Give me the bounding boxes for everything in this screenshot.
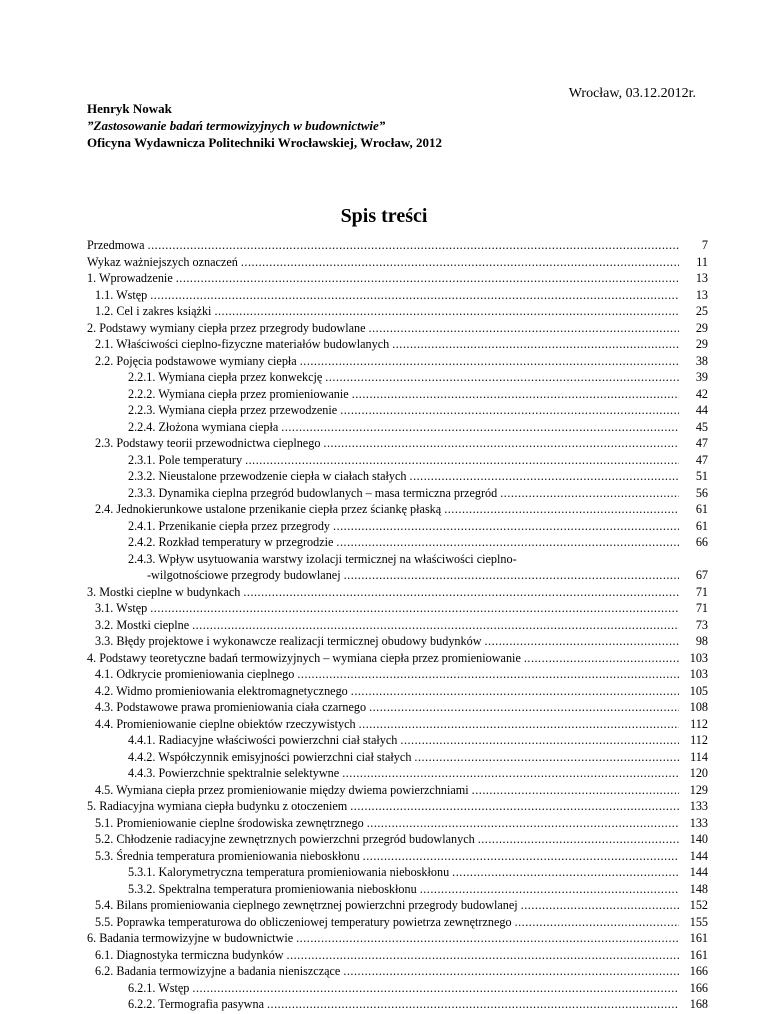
toc-entry-title: 6. Badania termowizyjne w budownictwie bbox=[87, 931, 294, 945]
toc-entry-page: 71 bbox=[695, 584, 708, 599]
toc-entry-title: 2.1. Właściwości cieplno-fizyczne materiałów budowlanych bbox=[95, 337, 390, 351]
toc-entry-title: 5. Radiacyjna wymiana ciepła budynku z otoczeniem bbox=[87, 799, 348, 813]
toc-entry-page: 108 bbox=[689, 700, 708, 714]
toc-entry bbox=[87, 370, 708, 387]
toc-entry-page: 39 bbox=[695, 370, 708, 384]
toc-entry bbox=[87, 634, 708, 651]
toc-leader-dots bbox=[296, 931, 679, 946]
toc-entry bbox=[87, 354, 708, 371]
toc-entry bbox=[87, 321, 708, 338]
toc-leader-dots bbox=[367, 816, 679, 831]
toc-entry-title: 4.1. Odkrycie promieniowania cieplnego bbox=[95, 667, 295, 681]
toc-entry-page: 38 bbox=[695, 353, 708, 368]
toc-entry-title: 2.2.1. Wymiana ciepła przez konwekcję bbox=[128, 370, 323, 384]
toc-leader-dots bbox=[351, 684, 679, 699]
toc-entry-page: 47 bbox=[695, 452, 708, 467]
toc-leader-dots bbox=[352, 387, 679, 402]
toc-entry-page: 140 bbox=[689, 832, 708, 846]
toc-entry-page: 103 bbox=[689, 650, 708, 665]
toc-entry-page: 29 bbox=[695, 337, 708, 351]
toc-leader-dots bbox=[192, 981, 679, 996]
toc-leader-dots bbox=[150, 288, 679, 303]
bibliographic-header bbox=[87, 100, 442, 151]
toc-leader-dots bbox=[192, 618, 679, 633]
toc-entry bbox=[87, 420, 708, 437]
toc-entry bbox=[87, 271, 708, 288]
toc-heading: Spis treści bbox=[340, 205, 428, 227]
toc-leader-dots bbox=[325, 370, 679, 385]
toc-entry-title: 2.2.4. Złożona wymiana ciepła bbox=[128, 419, 279, 434]
toc-entry-title: 2.4.2. Rozkład temperatury w przegrodzie bbox=[128, 535, 334, 549]
toc-entry-title: 2.4.3. Wpływ usytuowania warstwy izolacji termicznej na właściwości cieplno- bbox=[128, 551, 517, 566]
toc-entry bbox=[87, 535, 708, 552]
toc-entry bbox=[87, 700, 708, 717]
toc-leader-dots bbox=[359, 717, 679, 732]
toc-entry bbox=[87, 469, 708, 486]
toc-entry bbox=[87, 568, 708, 585]
toc-leader-dots bbox=[343, 964, 679, 979]
toc-leader-dots bbox=[478, 832, 679, 847]
toc-entry bbox=[87, 948, 708, 965]
toc-entry bbox=[87, 849, 708, 866]
toc-leader-dots bbox=[281, 420, 679, 435]
toc-entry-page: 11 bbox=[696, 254, 708, 269]
toc-entry-page: 166 bbox=[689, 964, 708, 978]
toc-entry-page: 133 bbox=[689, 799, 708, 813]
toc-entry-title: 2.3. Podstawy teorii przewodnictwa cieplnego bbox=[95, 436, 321, 450]
toc-entry-title: 5.3.2. Spektralna temperatura promieniowania nieboskłonu bbox=[128, 881, 417, 896]
toc-entry-page: 144 bbox=[689, 848, 708, 863]
table-of-contents bbox=[87, 238, 708, 1014]
toc-entry bbox=[87, 502, 708, 519]
toc-entry-title: 4. Podstawy teoretyczne badań termowizyjnych – wymiana ciepła przez promieniowanie bbox=[87, 650, 521, 665]
toc-entry-page: 67 bbox=[695, 568, 708, 582]
toc-entry bbox=[87, 453, 708, 470]
toc-entry-page: 42 bbox=[695, 386, 708, 401]
toc-entry bbox=[87, 288, 708, 305]
toc-entry bbox=[87, 387, 708, 404]
toc-leader-dots bbox=[500, 486, 679, 501]
toc-entry-title: 6.2.2. Termografia pasywna bbox=[128, 997, 264, 1011]
toc-entry-title: 3.1. Wstęp bbox=[95, 601, 148, 615]
publisher-info: Oficyna Wydawnicza Politechniki Wrocławskiej, Wrocław, 2012 bbox=[87, 135, 442, 150]
toc-entry-page: 161 bbox=[689, 947, 708, 962]
toc-leader-dots bbox=[485, 634, 680, 649]
toc-leader-dots bbox=[472, 783, 679, 798]
toc-entry-title: 4.4.2. Współczynnik emisyjności powierzchni ciał stałych bbox=[128, 749, 412, 764]
toc-entry bbox=[87, 750, 708, 767]
toc-entry-title: 4.3. Podstawowe prawa promieniowania ciała czarnego bbox=[95, 700, 367, 714]
toc-entry bbox=[87, 403, 708, 420]
toc-entry bbox=[87, 981, 708, 998]
toc-leader-dots bbox=[342, 766, 679, 781]
book-title: ”Zastosowanie badań termowizyjnych w budownictwie” bbox=[87, 118, 386, 133]
toc-entry-page: 129 bbox=[689, 782, 708, 797]
toc-entry bbox=[87, 337, 708, 354]
toc-entry-page: 45 bbox=[695, 419, 708, 434]
toc-entry-title: 2.2. Pojęcia podstawowe wymiany ciepła bbox=[95, 353, 297, 368]
toc-leader-dots bbox=[340, 403, 679, 418]
toc-entry bbox=[87, 304, 708, 321]
toc-leader-dots bbox=[521, 898, 679, 913]
toc-entry-page: 166 bbox=[689, 980, 708, 995]
toc-leader-dots bbox=[300, 354, 679, 369]
toc-entry-page: 61 bbox=[695, 502, 708, 516]
toc-leader-dots bbox=[176, 271, 679, 286]
toc-entry-title: 2.3.2. Nieustalone przewodzenie ciepła w ciałach stałych bbox=[128, 469, 407, 483]
toc-entry-title: -wilgotnościowe przegrody budowlanej bbox=[147, 568, 341, 582]
toc-entry-title: 5.5. Poprawka temperaturowa do obliczeniowej temperatury powietrza zewnętrznego bbox=[95, 914, 512, 929]
toc-entry bbox=[87, 519, 708, 536]
toc-entry bbox=[87, 436, 708, 453]
toc-entry-page: 152 bbox=[689, 898, 708, 912]
toc-entry-page: 144 bbox=[689, 865, 708, 879]
toc-leader-dots bbox=[369, 321, 679, 336]
toc-entry-title: 1.1. Wstęp bbox=[95, 287, 148, 302]
toc-entry-title: 1. Wprowadzenie bbox=[87, 271, 173, 285]
toc-entry-page: 103 bbox=[689, 667, 708, 681]
toc-leader-dots bbox=[241, 255, 679, 270]
toc-entry-title: 3.3. Błędy projektowe i wykonawcze realizacji termicznej obudowy budynków bbox=[95, 634, 482, 648]
toc-entry bbox=[87, 997, 708, 1014]
toc-entry-title: Wykaz ważniejszych oznaczeń bbox=[87, 254, 238, 269]
toc-leader-dots bbox=[350, 799, 679, 814]
toc-entry-page: 29 bbox=[695, 320, 708, 335]
toc-entry bbox=[87, 601, 708, 618]
author-name: Henryk Nowak bbox=[87, 101, 172, 116]
toc-entry-page: 168 bbox=[689, 997, 708, 1011]
toc-entry-page: 148 bbox=[689, 881, 708, 896]
toc-leader-dots bbox=[336, 535, 679, 550]
toc-leader-dots bbox=[267, 997, 679, 1012]
toc-entry bbox=[87, 964, 708, 981]
toc-entry bbox=[87, 816, 708, 833]
toc-entry-title: 5.3. Średnia temperatura promieniowania nieboskłonu bbox=[95, 848, 360, 863]
toc-leader-dots bbox=[287, 948, 679, 963]
toc-leader-dots bbox=[150, 601, 679, 616]
toc-entry-page: 114 bbox=[690, 749, 708, 764]
toc-entry-title: 2.4.1. Przenikanie ciepła przez przegrody bbox=[128, 518, 331, 533]
toc-leader-dots bbox=[414, 750, 679, 765]
toc-entry bbox=[87, 651, 708, 668]
toc-leader-dots bbox=[344, 568, 679, 583]
toc-entry-page: 51 bbox=[695, 469, 708, 483]
toc-leader-dots bbox=[392, 337, 679, 352]
toc-leader-dots bbox=[444, 502, 679, 517]
toc-leader-dots bbox=[245, 453, 679, 468]
toc-entry-page: 13 bbox=[695, 271, 708, 285]
toc-leader-dots bbox=[323, 436, 679, 451]
toc-entry-title: 4.5. Wymiana ciepła przez promieniowanie między dwiema powierzchniami bbox=[95, 782, 469, 797]
toc-leader-dots bbox=[369, 700, 679, 715]
toc-entry-title: 5.4. Bilans promieniowania cieplnego zewnętrznej powierzchni przegrody budowlanej bbox=[95, 898, 518, 912]
toc-entry bbox=[87, 717, 708, 734]
toc-entry-page: 56 bbox=[695, 485, 708, 500]
toc-entry-page: 7 bbox=[701, 238, 708, 252]
toc-leader-dots bbox=[333, 519, 679, 534]
toc-leader-dots bbox=[243, 585, 679, 600]
toc-entry-title: 6.2.1. Wstęp bbox=[128, 980, 190, 995]
toc-leader-dots bbox=[297, 667, 679, 682]
toc-entry-title: 6.1. Diagnostyka termiczna budynków bbox=[95, 947, 284, 962]
toc-leader-dots bbox=[214, 304, 679, 319]
toc-leader-dots bbox=[363, 849, 679, 864]
toc-entry bbox=[87, 799, 708, 816]
toc-leader-dots bbox=[410, 469, 679, 484]
toc-leader-dots bbox=[400, 733, 679, 748]
toc-entry-title: 4.2. Widmo promieniowania elektromagnetycznego bbox=[95, 683, 348, 698]
toc-entry-title: 2.4. Jednokierunkowe ustalone przenikanie ciepła przez ściankę płaską bbox=[95, 502, 442, 516]
toc-entry bbox=[87, 552, 708, 569]
toc-entry bbox=[87, 832, 708, 849]
document-date: Wrocław, 03.12.2012r. bbox=[568, 86, 696, 101]
toc-entry-title: 3.2. Mostki cieplne bbox=[95, 617, 190, 632]
toc-leader-dots bbox=[148, 238, 679, 253]
toc-entry-page: 112 bbox=[690, 733, 708, 747]
toc-entry bbox=[87, 898, 708, 915]
toc-entry bbox=[87, 733, 708, 750]
toc-entry-page: 73 bbox=[695, 617, 708, 632]
toc-entry-page: 155 bbox=[689, 914, 708, 929]
toc-entry-page: 105 bbox=[689, 683, 708, 698]
toc-entry-title: 2. Podstawy wymiany ciepła przez przegrody budowlane bbox=[87, 320, 366, 335]
toc-leader-dots bbox=[452, 865, 679, 880]
toc-entry-page: 161 bbox=[689, 931, 708, 945]
toc-entry-page: 66 bbox=[695, 535, 708, 549]
toc-entry-title: 2.2.3. Wymiana ciepła przez przewodzenie bbox=[128, 403, 338, 417]
toc-entry-title: 2.3.1. Pole temperatury bbox=[128, 452, 243, 467]
toc-entry-title: 2.2.2. Wymiana ciepła przez promieniowanie bbox=[128, 386, 349, 401]
toc-entry bbox=[87, 882, 708, 899]
toc-entry bbox=[87, 667, 708, 684]
toc-entry-page: 98 bbox=[695, 634, 708, 648]
toc-entry-page: 61 bbox=[695, 518, 708, 533]
toc-entry bbox=[87, 238, 708, 255]
toc-entry-page: 13 bbox=[695, 287, 708, 302]
toc-entry-title: 5.3.1. Kalorymetryczna temperatura promieniowania nieboskłonu bbox=[128, 865, 450, 879]
toc-entry-page: 47 bbox=[695, 436, 708, 450]
toc-entry-page: 44 bbox=[695, 403, 708, 417]
toc-leader-dots bbox=[524, 651, 679, 666]
toc-entry-title: 6.2. Badania termowizyjne a badania nieniszczące bbox=[95, 964, 341, 978]
toc-entry-title: 3. Mostki cieplne w budynkach bbox=[87, 584, 241, 599]
toc-entry bbox=[87, 618, 708, 635]
toc-entry bbox=[87, 255, 708, 272]
toc-entry bbox=[87, 585, 708, 602]
toc-entry-title: 5.1. Promieniowanie cieplne środowiska zewnętrznego bbox=[95, 815, 364, 830]
toc-entry bbox=[87, 915, 708, 932]
toc-entry-title: 5.2. Chłodzenie radiacyjne zewnętrznych powierzchni przegród budowlanych bbox=[95, 832, 475, 846]
toc-entry-title: 4.4.3. Powierzchnie spektralnie selektywne bbox=[128, 766, 340, 780]
toc-leader-dots bbox=[420, 882, 679, 897]
toc-entry-page: 71 bbox=[695, 601, 708, 615]
toc-entry bbox=[87, 486, 708, 503]
toc-entry-page: 120 bbox=[689, 766, 708, 780]
toc-entry-page: 25 bbox=[695, 304, 708, 318]
toc-entry bbox=[87, 684, 708, 701]
toc-entry-title: 2.3.3. Dynamika cieplna przegród budowlanych – masa termiczna przegród bbox=[128, 485, 498, 500]
toc-leader-dots bbox=[515, 915, 679, 930]
toc-entry bbox=[87, 865, 708, 882]
toc-entry bbox=[87, 783, 708, 800]
toc-entry bbox=[87, 931, 708, 948]
toc-entry bbox=[87, 766, 708, 783]
toc-entry-page: 112 bbox=[690, 716, 708, 731]
toc-entry-page: 133 bbox=[689, 815, 708, 830]
toc-entry-title: 4.4.1. Radiacyjne właściwości powierzchni ciał stałych bbox=[128, 733, 398, 747]
toc-entry-title: 4.4. Promieniowanie cieplne obiektów rzeczywistych bbox=[95, 716, 356, 731]
toc-entry-title: 1.2. Cel i zakres książki bbox=[95, 304, 212, 318]
toc-entry-title: Przedmowa bbox=[87, 238, 145, 252]
